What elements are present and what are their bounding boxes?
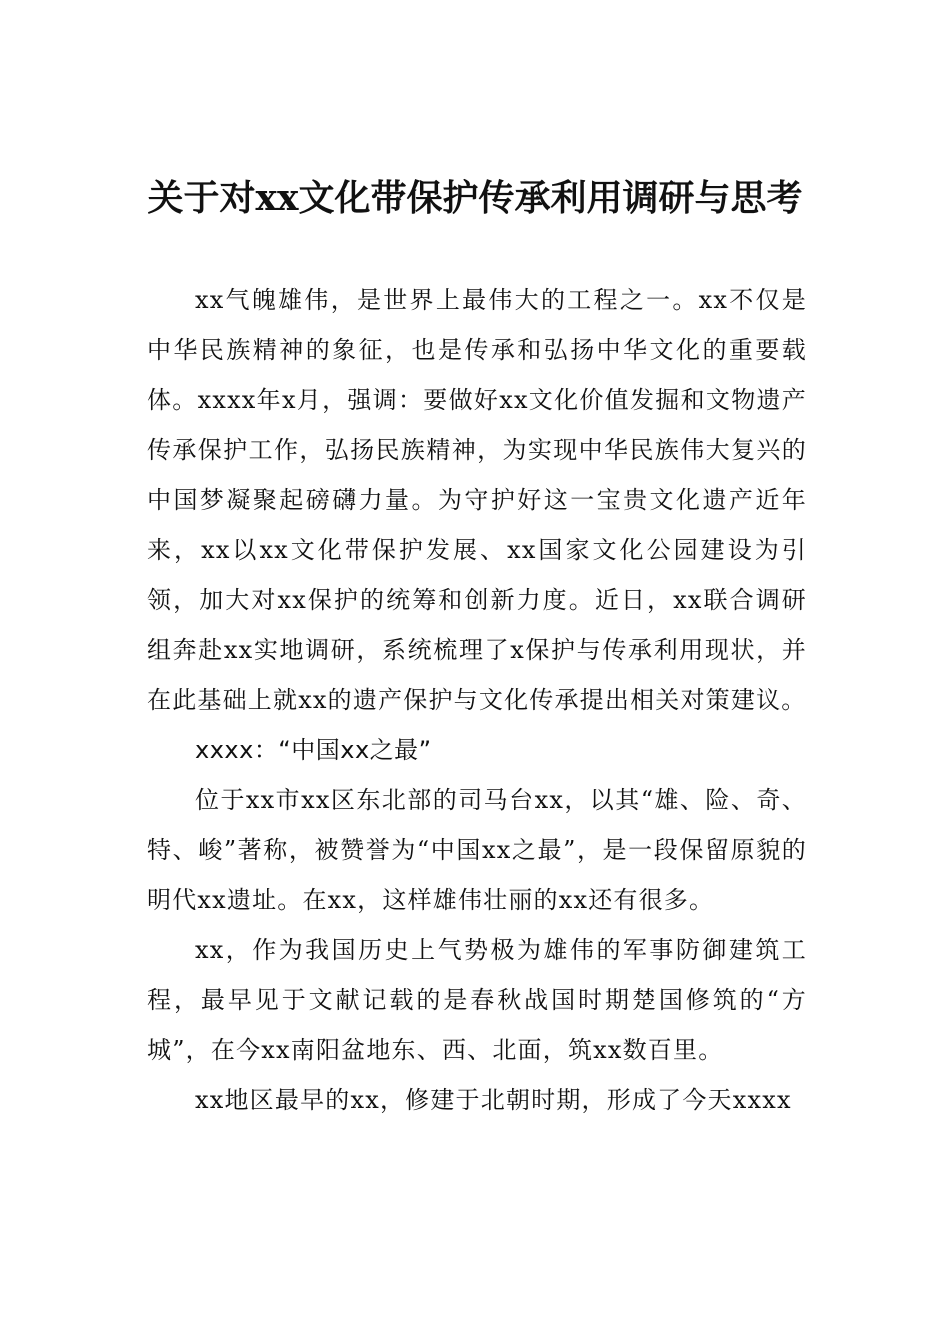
section-paragraph-1: 位于xx市xx区东北部的司马台xx，以其“雄、险、奇、特、峻”著称，被赞誉为“中国xx之最”，是一段保留原貌的明代xx遗址。在xx，这样雄伟壮丽的xx还有很多。 — [147, 786, 807, 914]
intro-paragraph: xx气魄雄伟，是世界上最伟大的工程之一。xx不仅是中华民族精神的象征，也是传承和弘扬中华文化的重要载体。xxxx年x月，强调：要做好xx文化价值发掘和文物遗产传承保护工作，弘扬民族精神，为实现中华民族伟大复兴的中国梦凝聚起磅礴力量。为守护好这一宝贵文化遗产近年来，xx以xx文化带保护发展、xx国家文化公园建设为引领，加大对xx保护的统筹和创新力度。近日，xx联合调研组奔赴xx实地调研，系统梳理了x保护与传承利用现状，并在此基础上就xx的遗产保护与文化传承提出相关对策建议。 — [147, 286, 807, 714]
document-title: 关于对xx文化带保护传承利用调研与思考 — [147, 177, 803, 219]
section-heading: xxxx：“中国xx之最” — [195, 736, 432, 764]
section-paragraph-3: xx地区最早的xx，修建于北朝时期，形成了今天xxxx — [195, 1086, 792, 1114]
section-paragraph-2: xx，作为我国历史上气势极为雄伟的军事防御建筑工程，最早见于文献记载的是春秋战国时期楚国修筑的“方城”，在今xx南阳盆地东、西、北面，筑xx数百里。 — [147, 936, 807, 1064]
document-body — [147, 275, 807, 1125]
